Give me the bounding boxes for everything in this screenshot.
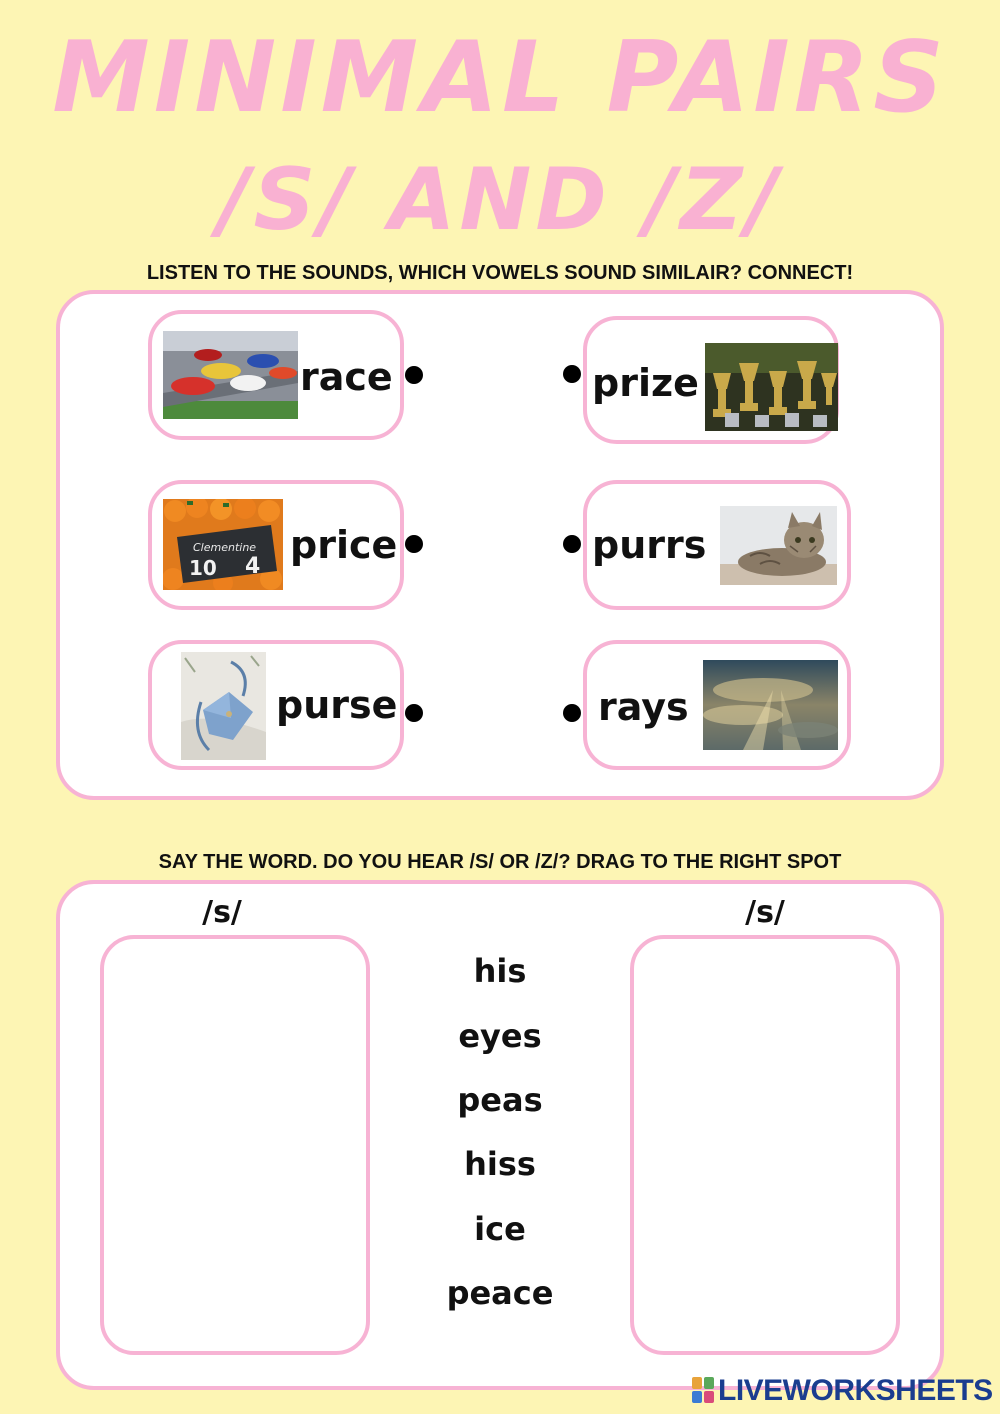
liveworksheets-brand-text: LIVEWORKSHEETS xyxy=(718,1374,993,1407)
word-price: price xyxy=(290,523,398,567)
right-column-label: /s/ xyxy=(745,895,785,930)
connect-instruction: LISTEN TO THE SOUNDS, WHICH VOWELS SOUND SIMILAIR? CONNECT! xyxy=(146,262,854,284)
liveworksheets-logo-icon xyxy=(692,1377,714,1403)
connect-dot-race[interactable] xyxy=(405,366,423,384)
svg-text:Clementine: Clementine xyxy=(193,541,257,554)
svg-text:4: 4 xyxy=(245,554,261,579)
connect-dot-purse[interactable] xyxy=(405,704,423,722)
clementine-price-image xyxy=(163,499,283,590)
word-rays: rays xyxy=(598,685,689,729)
draggable-word-peas[interactable]: peas xyxy=(457,1081,543,1119)
cat-image xyxy=(720,506,837,585)
connect-dot-rays[interactable] xyxy=(563,704,581,722)
connect-dot-purrs[interactable] xyxy=(563,535,581,553)
page-title: MINIMAL PAIRS xyxy=(52,21,948,135)
svg-text:10: 10 xyxy=(189,556,217,580)
page-subtitle: /S/ AND /Z/ xyxy=(218,150,782,250)
race-cars-image xyxy=(163,331,298,419)
draggable-word-ice[interactable]: ice xyxy=(474,1210,526,1248)
draggable-word-his[interactable]: his xyxy=(473,952,527,990)
connect-dot-price[interactable] xyxy=(405,535,423,553)
word-purse: purse xyxy=(276,683,398,727)
drag-instruction: SAY THE WORD. DO YOU HEAR /S/ OR /Z/? DRAG TO THE RIGHT SPOT xyxy=(158,851,842,873)
word-purrs: purrs xyxy=(592,523,707,567)
trophies-image xyxy=(705,343,838,431)
word-prize: prize xyxy=(592,361,699,405)
draggable-word-peace[interactable]: peace xyxy=(446,1274,554,1312)
sun-rays-image xyxy=(703,660,838,750)
draggable-word-hiss[interactable]: hiss xyxy=(464,1145,536,1183)
drop-zone-left[interactable] xyxy=(100,935,370,1355)
liveworksheets-logo[interactable] xyxy=(692,1376,993,1406)
draggable-word-eyes[interactable]: eyes xyxy=(458,1017,542,1055)
drop-zone-right[interactable] xyxy=(630,935,900,1355)
word-race: race xyxy=(300,355,393,399)
blue-purse-image xyxy=(181,652,266,760)
connect-dot-prize[interactable] xyxy=(563,365,581,383)
left-column-label: /s/ xyxy=(202,895,242,930)
